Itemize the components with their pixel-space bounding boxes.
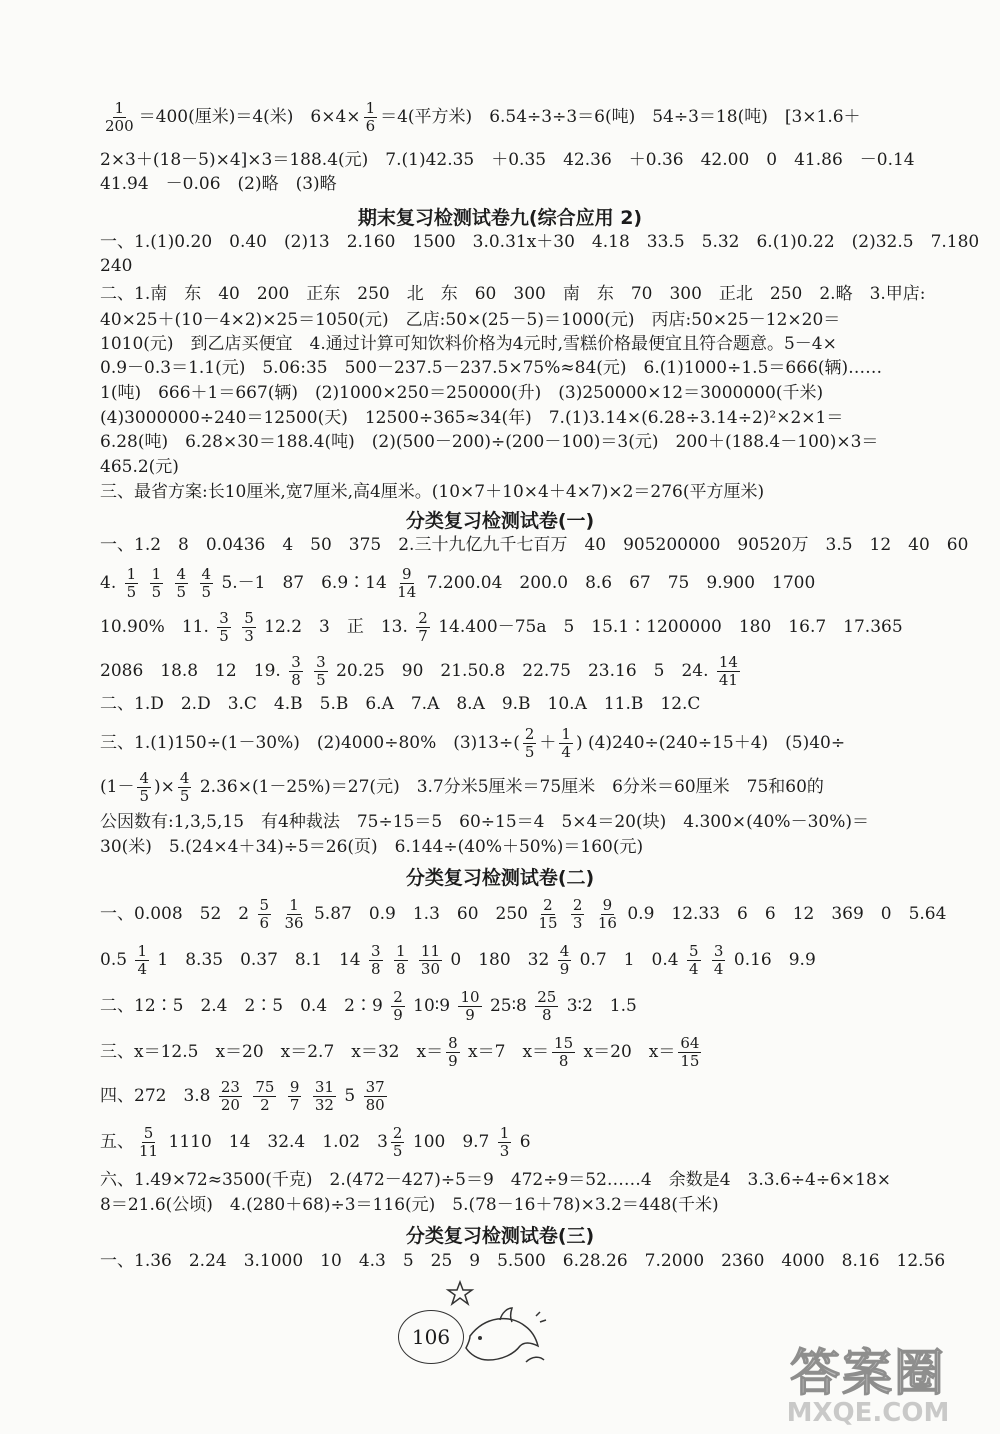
fraction: $\frac{4}{5}$ [139,769,149,805]
answer-line: 0.5 $\frac{1}{4}$ 1 8.35 0.37 8.1 14 $\frac{3}{8}$ $\frac{1}{8}$ $\frac{11}{30}$ 0 180 32 $\frac{4}{9}$ 0.7 1 0.4 $\frac{5}{4}$ $\frac{3}{4}$ 0.16 9.9 [100,942,816,978]
fraction: $\frac{1}{3}$ [499,1124,510,1160]
answer-line: 一、1.36 2.24 3.1000 10 4.3 5 25 9 5.500 6.28.26 7.2000 2360 4000 8.16 12.56 [100,1251,946,1271]
answer-line: 41.94 －0.06 (2)略 (3)略 [100,174,337,194]
answer-line: 4. $\frac{1}{5}$ $\frac{1}{5}$ $\frac{4}{5}$ $\frac{4}{5}$ 5.－1 87 6.9∶14 $\frac{9}{14}$ 7.200.04 200.0 8.6 67 75 9.900 1700 [100,565,816,601]
fraction: $\frac{8}{9}$ [448,1034,458,1070]
answer-line: 二、1.南 东 40 200 正东 250 北 东 60 300 南 东 70 300 正北 250 2.略 3.甲店: [100,284,926,304]
answer-line: 0.9－0.3＝1.1(元) 5.06:35 500－237.5－237.5×75%≈84(元) 6.(1)1000÷1.5＝666(辆)…… [100,358,883,378]
answer-line: 6.28(吨) 6.28×30＝188.4(吨) (2)(500－200)÷(200－100)＝3(元) 200＋(188.4－100)×3＝ [100,432,879,452]
fraction: $\frac{1}{5}$ [126,565,137,601]
answer-line: 240 [100,256,133,276]
section-heading: 分类复习检测试卷(三) [405,1225,595,1247]
fraction: $\frac{4}{5}$ [201,565,212,601]
fraction: $\frac{10}{9}$ [460,988,480,1024]
fraction: $\frac{5}{4}$ [688,942,699,978]
fraction: $\frac{1}{4}$ [561,725,571,761]
answer-line: 六、1.49×72≈3500(千克) 2.(472－427)÷5＝9 472÷9＝52……4 余数是4 3.3.6÷4÷6×18× [100,1170,892,1190]
answer-line: 四、272 3.8 $\frac{23}{20}$ $\frac{75}{2}$ $\frac{9}{7}$ $\frac{31}{32}$ 5 $\frac{37}{80}$ [100,1078,385,1114]
fraction: $\frac{4}{5}$ [176,565,187,601]
fraction: $\frac{1}{36}$ [284,896,304,932]
fraction: $\frac{3}{5}$ [219,609,229,645]
fraction: $\frac{25}{8}$ [537,988,557,1024]
answer-line: 五、 $\frac{5}{11}$ 1110 14 32.4 1.02 3 $\frac{2}{5}$ 100 9.7 $\frac{1}{3}$ 6 [100,1124,531,1160]
fraction: $\frac{75}{2}$ [255,1078,275,1114]
answer-line: 一、1.(1)0.20 0.40 (2)13 2.160 1500 3.0.31x＋30 4.18 33.5 5.32 6.(1)0.22 (2)32.5 7.180 [100,232,980,252]
answer-line: 40×25＋(10－4×2)×25＝1050(元) 乙店:50×(25－5)＝1000(元) 丙店:50×25－12×20＝ [100,310,841,330]
answer-line: 1(吨) 666＋1＝667(辆) (2)1000×250＝250000(升) (3)250000×12＝3000000(千米) [100,383,824,403]
fraction: $\frac{37}{80}$ [365,1078,385,1114]
answer-line: 二、12∶5 2.4 2∶5 0.4 2∶9 $\frac{2}{9}$ 10∶9 $\frac{10}{9}$ 25∶8 $\frac{25}{8}$ 3∶2 1.5 [100,988,637,1024]
fraction: $\frac{1}{8}$ [395,942,406,978]
watermark-logo-text: 答案圈 [790,1344,946,1402]
fraction: $\frac{31}{32}$ [314,1078,334,1114]
page-number: 106 [398,1310,464,1364]
fraction: $\frac{3}{5}$ [316,653,326,689]
fraction: $\frac{9}{16}$ [597,896,617,932]
answer-line: 30(米) 5.(24×4＋34)÷5＝26(页) 6.144÷(40%＋50%)＝160(元) [100,837,644,857]
fraction: $\frac{5}{3}$ [244,609,254,645]
answer-line: (4)3000000÷240＝12500(天) 12500÷365≈34(年) 7.(1)3.14×(6.28÷3.14÷2)²×2×1＝ [100,408,844,428]
answer-line: 公因数有:1,3,5,15 有4种裁法 75÷15＝5 60÷15＝4 5×4＝20(块) 4.300×(40%－30%)＝ [100,812,869,832]
fraction: $\frac{9}{14}$ [397,565,417,601]
answer-line: 465.2(元) [100,457,179,477]
answer-line: 10.90% 11. $\frac{3}{5}$ $\frac{5}{3}$ 12.2 3 正 13. $\frac{2}{7}$ 14.400－75a 5 15.1∶1200000 180 16.7 17.365 [100,609,903,645]
fraction: $\frac{4}{5}$ [179,769,190,805]
fraction: $\frac{4}{9}$ [559,942,570,978]
answer-line: (1－ $\frac{4}{5}$ )× $\frac{4}{5}$ 2.36×(1－25%)＝27(元) 3.7分米5厘米＝75厘米 6分米＝60厘米 75和60的 [100,769,824,805]
section-heading: 期末复习检测试卷九(综合应用 2) [357,207,643,229]
fraction: $\frac{2}{5}$ [524,725,535,761]
fraction: $\frac{3}{8}$ [291,653,301,689]
fraction: $\frac{14}{41}$ [718,653,738,689]
answer-line: 1010(元) 到乙店买便宜 4.通过计算可知饮料价格为4元时,雪糕价格最便宜且符合题意。5－4× [100,334,837,354]
fraction: $\frac{15}{8}$ [554,1034,574,1070]
answer-line: 2086 18.8 12 19. $\frac{3}{8}$ $\frac{3}{5}$ 20.25 90 21.50.8 22.75 23.16 5 24. $\frac{14}{41}$ [100,653,738,689]
answer-line: 一、0.008 52 2 $\frac{5}{6}$ $\frac{1}{36}$ 5.87 0.9 1.3 60 250 $\frac{2}{15}$ $\frac{2}{3}$ $\frac{9}{16}$ 0.9 12.33 6 6 12 369 0 5.64 [100,896,947,932]
fraction: $\frac{2}{5}$ [392,1124,403,1160]
star-icon [448,1282,472,1304]
fraction: $\frac{64}{15}$ [680,1034,700,1070]
section-heading: 分类复习检测试卷(一) [405,510,595,532]
fraction: $\frac{23}{20}$ [220,1078,240,1114]
fraction: $\frac{1}{6}$ [365,99,376,135]
watermark [748,1346,988,1432]
watermark-url: MXQE.COM [786,1398,950,1428]
fraction: $\frac{5}{11}$ [139,1124,159,1160]
fraction: $\frac{9}{7}$ [289,1078,300,1114]
answer-line: 三、x＝12.5 x＝20 x＝2.7 x＝32 x＝ $\frac{8}{9}$ x＝7 x＝ $\frac{15}{8}$ x＝20 x＝ $\frac{64}{15}$ [100,1034,700,1070]
answer-line: 8＝21.6(公顷) 4.(280＋68)÷3＝116(元) 5.(78－16＋78)×3.2＝448(千米) [100,1195,719,1215]
fraction: $\frac{1}{200}$ [105,99,134,135]
answer-line: 三、最省方案:长10厘米,宽7厘米,高4厘米。(10×7＋10×4＋4×7)×2＝276(平方厘米) [100,482,765,502]
fraction: $\frac{2}{3}$ [572,896,583,932]
fraction: $\frac{3}{4}$ [713,942,724,978]
fraction: $\frac{3}{8}$ [371,942,381,978]
fraction: $\frac{1}{5}$ [151,565,162,601]
fraction: $\frac{5}{6}$ [259,896,270,932]
fraction: $\frac{2}{7}$ [418,609,428,645]
answer-line: $\frac{1}{200}$ ＝400(厘米)＝4(米) 6×4× $\frac{1}{6}$ ＝4(平方米) 6.54÷3÷3＝6(吨) 54÷3＝18(吨) [3×1.6＋ [105,99,861,135]
answer-line: 2×3＋(18－5)×4]×3＝188.4(元) 7.(1)42.35 ＋0.35 42.36 ＋0.36 42.00 0 41.86 －0.14 [100,150,915,170]
section-heading: 分类复习检测试卷(二) [405,867,595,889]
answer-line: 一、1.2 8 0.0436 4 50 375 2.三十九亿九千七百万 40 905200000 90520万 3.5 12 40 60 [100,535,969,555]
answer-line: 二、1.D 2.D 3.C 4.B 5.B 6.A 7.A 8.A 9.B 10.A 11.B 12.C [100,694,701,714]
fraction: $\frac{1}{4}$ [137,942,147,978]
fraction: $\frac{2}{15}$ [538,896,558,932]
fraction: $\frac{11}{30}$ [420,942,440,978]
fraction: $\frac{2}{9}$ [393,988,403,1024]
answer-line: 三、1.(1)150÷(1－30%) (2)4000÷80% (3)13÷( $\frac{2}{5}$ ＋ $\frac{1}{4}$ ) (4)240÷(240÷15＋4) (5)40÷ [100,725,846,761]
